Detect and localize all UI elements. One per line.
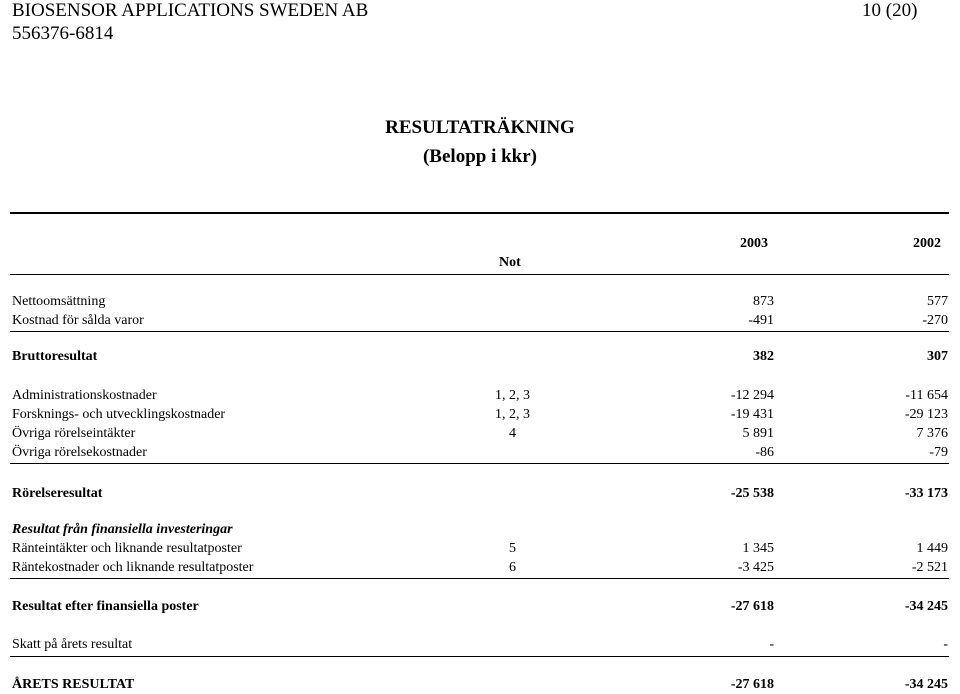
column-2003: 2003 — [740, 236, 768, 251]
rule-after-rorelsekostnader — [10, 463, 949, 464]
table-row — [0, 386, 960, 405]
value-2002: -34 245 — [904, 599, 948, 614]
value-2002: 307 — [927, 349, 948, 364]
row-label: Resultat efter finansiella poster — [12, 599, 199, 614]
value-2002: -2 521 — [911, 560, 948, 575]
table-row — [0, 311, 960, 330]
value-2003: -12 294 — [730, 388, 774, 403]
value-2002: -79 — [929, 445, 948, 460]
section-heading-label: Resultat från finansiella investeringar — [12, 522, 233, 537]
rule-after-skatt — [10, 656, 949, 657]
row-not: 6 — [509, 560, 516, 575]
rule-after-kostnad — [10, 331, 949, 332]
table-row — [0, 405, 960, 424]
value-2002: - — [943, 637, 948, 652]
row-label: Nettoomsättning — [12, 294, 106, 309]
row-label: Forsknings- och utvecklingskostnader — [12, 407, 226, 422]
table-row-subtotal — [0, 484, 960, 503]
row-label: Bruttoresultat — [12, 349, 98, 364]
value-2002: -11 654 — [905, 388, 948, 403]
table-row-subtotal — [0, 597, 960, 616]
table-row — [0, 424, 960, 443]
row-label: Skatt på årets resultat — [12, 637, 133, 652]
row-not: 4 — [509, 426, 516, 441]
value-2002: -34 245 — [904, 677, 948, 692]
value-2003: -27 618 — [730, 677, 774, 692]
row-label: Övriga rörelseintäkter — [12, 426, 136, 441]
table-row — [0, 635, 960, 654]
value-2002: 7 376 — [916, 426, 948, 441]
header-rule-2003 — [585, 274, 785, 275]
header-rule-not — [440, 274, 585, 275]
top-rule — [10, 212, 949, 214]
value-2002: 1 449 — [916, 541, 948, 556]
value-2003: -491 — [748, 313, 774, 328]
column-2002: 2002 — [913, 236, 941, 251]
table-row — [0, 539, 960, 558]
header-rule-label — [10, 274, 440, 275]
value-2003: - — [769, 637, 774, 652]
row-label: Kostnad för sålda varor — [12, 313, 144, 328]
company-name: BIOSENSOR APPLICATIONS SWEDEN AB — [12, 0, 369, 21]
row-not: 1, 2, 3 — [495, 388, 530, 403]
section-heading — [0, 520, 960, 539]
value-2003: -3 425 — [737, 560, 774, 575]
row-label: Räntekostnader och liknande resultatposter — [12, 560, 254, 575]
row-label: Administrationskostnader — [12, 388, 157, 403]
value-2002: -33 173 — [904, 486, 948, 501]
table-row-subtotal — [0, 347, 960, 366]
page-subtitle: (Belopp i kkr) — [422, 146, 538, 167]
header-rule-2002 — [785, 274, 949, 275]
page-title: RESULTATRÄKNING — [385, 117, 575, 138]
row-not: 1, 2, 3 — [495, 407, 530, 422]
value-2002: -29 123 — [904, 407, 948, 422]
value-2003: 382 — [753, 349, 774, 364]
value-2003: 5 891 — [742, 426, 774, 441]
table-row — [0, 558, 960, 577]
rule-after-rantekostnader — [10, 578, 949, 579]
org-number: 556376-6814 — [12, 23, 114, 44]
value-2003: -86 — [755, 445, 774, 460]
value-2003: -27 618 — [730, 599, 774, 614]
table-row — [0, 292, 960, 311]
row-label: ÅRETS RESULTAT — [12, 677, 135, 692]
value-2003: -25 538 — [730, 486, 774, 501]
row-label: Ränteintäkter och liknande resultatposter — [12, 541, 242, 556]
value-2002: -270 — [922, 313, 948, 328]
page-number: 10 (20) — [862, 0, 918, 21]
value-2003: -19 431 — [730, 407, 774, 422]
value-2002: 577 — [927, 294, 948, 309]
column-not: Not — [499, 255, 521, 270]
row-label: Övriga rörelsekostnader — [12, 445, 147, 460]
table-row — [0, 443, 960, 462]
value-2003: 873 — [753, 294, 774, 309]
row-not: 5 — [509, 541, 516, 556]
value-2003: 1 345 — [742, 541, 774, 556]
table-row-total — [0, 675, 960, 694]
row-label: Rörelseresultat — [12, 486, 103, 501]
